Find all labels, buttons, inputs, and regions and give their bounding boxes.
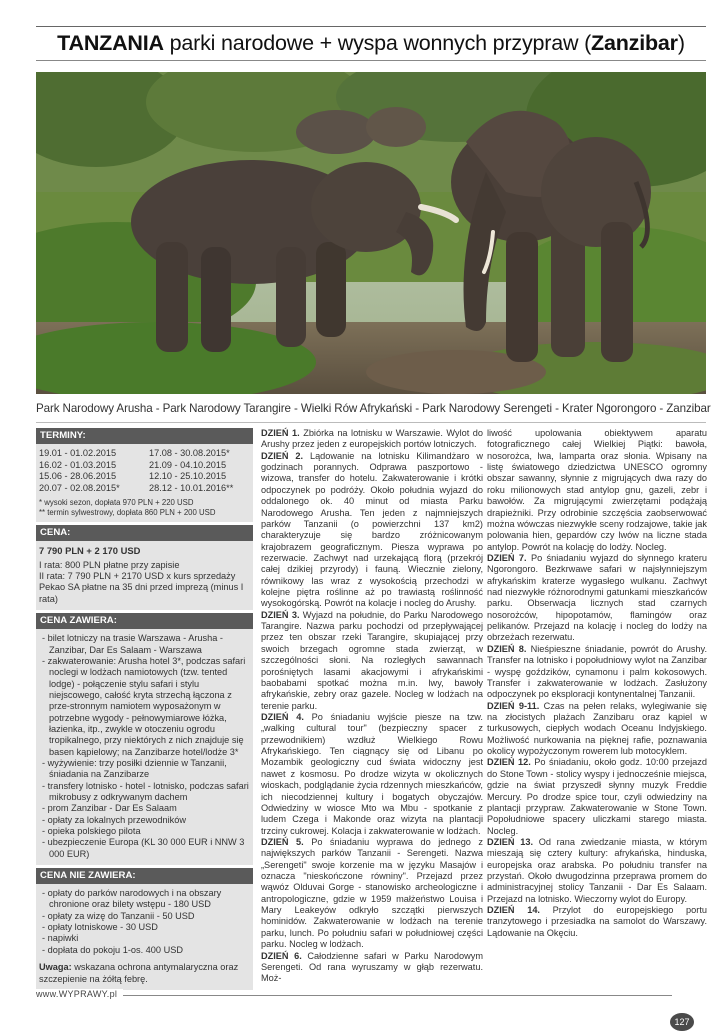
nie-zawiera-box xyxy=(36,884,253,990)
itinerary-column-1 xyxy=(261,428,483,985)
list-item: - ubezpieczenie Europa (KL 30 000 EUR i NNW 3 000 EUR) xyxy=(42,837,245,859)
new-year-note: ** termin sylwestrowy, dopłata 860 PLN + 200 USD xyxy=(39,507,216,517)
footer-url[interactable]: www.WYPRAWY.pl xyxy=(36,989,123,999)
route-caption: Park Narodowy Arusha - Park Narodowy Tarangire - Wielki Rów Afrykański - Park Narodowy Serengeti - Krater Ngorongoro - Zanzibar xyxy=(36,402,711,415)
terminy-box xyxy=(36,444,253,522)
date: 17.08 - 30.08.2015* xyxy=(149,448,230,458)
list-item: - zakwaterowanie: Arusha hotel 3*, podczas safari noclegi w lodżach namiotowych (tzw. tented lodge) - połączenie stylu safari i stylu niejscowego, całość kryta strzechą łączona z prze-stronnym namiotem wyposażonym w potrzebne wygody - pełnowymiarowe łóżka, łazienka, itp., zwykle w otoczeniu ogrodu tropikalnego, przy niektórych z nich znajduje się basen kąpielowy; na Zanzibarze hotel/lodże 3* xyxy=(42,655,246,757)
day-entry: DZIEŃ 14. Przylot do europejskiego portu tranzytowego i przesiadka na samolot do Warszawy. Lądowanie na Okęciu. xyxy=(487,905,708,938)
title-rule xyxy=(36,60,706,61)
date: 19.01 - 01.02.2015 xyxy=(39,448,117,458)
page-number: 127 xyxy=(670,1013,694,1031)
terminy-heading: TERMINY: xyxy=(36,428,253,444)
list-item: - transfery lotnisko - hotel - lotnisko, podczas safari mikrobusy z odkrywanym dachem xyxy=(42,780,249,803)
installment: II rata: 7 790 PLN + 2170 USD x kurs sprzedaży Pekao SA płatne na 35 dni przed imprezą (minus I rata) xyxy=(39,571,244,604)
date: 20.07 - 02.08.2015* xyxy=(39,482,120,493)
day-entry: DZIEŃ 8. Nieśpieszne śniadanie, powrót do Arushy. Transfer na lotnisko i popołudniowy wylot na Zanzibar - wyspę goździków, cynamonu i palm kokosowych. Transfer i zakwaterowanie w lodżach. Zasłużony odpoczynek po eksploracji kontynentalnej Tanzanii. xyxy=(487,643,707,700)
list-item: - napiwki xyxy=(42,933,79,944)
list-item: - wyżywienie: trzy posiłki dziennie w Tanzanii, śniadania na Zanzibarze xyxy=(42,758,227,780)
date: 28.12 - 10.01.2016** xyxy=(149,482,234,493)
list-item: - opieka polskiego pilota xyxy=(42,826,141,837)
date: 15.06 - 28.06.2015 xyxy=(39,471,117,481)
day-entry: DZIEŃ 12. Po śniadaniu, około godz. 10:00 przejazd do Stone Town - stolicy wyspy i jednocześnie miejsca, gdzie na świat przyszedł słynny muzyk Freddie Mercury. Po drodze spice tour, czyli odwiedziny na plantacji przypraw. Zakwaterowanie w Stone Town. Popołudniowe spacery uliczkami starego miasta. Nocleg. xyxy=(487,757,707,836)
day-entry: DZIEŃ 7. Po śniadaniu wyjazd do słynnego krateru Ngorongoro. Bezkrwawe safari w najsłynniejszym afrykańskim kraterze wygasłego wulkanu. Zachwyt nad niezwykłe różnorodnymi gatunkami mieszkańców parku. Obserwacja licznych stad czarnych nosorożców, hipopotamów, flamingów oraz pelikanów. Przejazd na kolację i nocleg do lodży na obrzeżach rezerwatu. xyxy=(487,552,708,643)
list-item: - dopłata do pokoju 1-os. 400 USD xyxy=(42,944,183,955)
date: 12.10 - 25.10.2015 xyxy=(149,471,227,481)
list-item: - prom Zanzibar - Dar Es Salaam xyxy=(42,803,177,814)
day-entry: DZIEŃ 5. Po śniadaniu wyprawa do jednego z największych parków Tanzanii - Serengeti. Nazwa „Serengeti" swoje korzenie ma w języku Masajów i oznacza "nieskończone równiny". Przejazd przez wąwóz Olduvai Gorge - stanowisko archeologiczne i antropologiczne, gdzie w 1959 małżeństwo Louisa i Mary Leakeyów odkryło szczątki pierwszych hominidów. Zakwaterowanie w lodżach na terenie parku, lunch. Po południu safari w południowej części parku. Nocleg w lodżach. xyxy=(261,836,483,950)
cena-box xyxy=(36,541,253,610)
info-sidebar xyxy=(36,428,253,990)
day-entry: DZIEŃ 13. Od rana zwiedzanie miasta, w którym mieszają się cztery kultury: afrykańska, hinduska, europejska oraz arabska. Po południu transfer na przystań. Około dwugodzinna przeprawa promem do administracyjnej stolicy Tanzanii - Dar Es Salaam. Przejazd na lotnisko. Wieczorny wylot do Europy. xyxy=(487,836,707,904)
season-note: * wysoki sezon, dopłata 970 PLN + 220 USD xyxy=(39,498,194,507)
itinerary-column-2 xyxy=(487,428,707,939)
list-item: - opłaty lotniskowe - 30 USD xyxy=(42,922,158,933)
route-rule xyxy=(36,422,706,423)
day-entry: DZIEŃ 6. Całodzienne safari w Parku Narodowym Serengeti. Od rana wyruszamy w głąb rezerwatu. Moż- xyxy=(261,950,483,984)
malaria-warning: Uwaga: wskazana ochrona antymalaryczna oraz szczepienie na żółtą febrę. xyxy=(39,962,239,984)
list-item: - opłaty za wizę do Tanzanii - 50 USD xyxy=(42,910,195,921)
dates-grid xyxy=(39,448,250,494)
zawiera-heading: CENA ZAWIERA: xyxy=(36,613,253,629)
list-item: - opłaty za lokalnych przewodników xyxy=(42,814,187,825)
zawiera-box xyxy=(36,629,253,865)
day-entry: DZIEŃ 1. Zbiórka na lotnisku w Warszawie. Wylot do Arushy przez jeden z europejskich portów lotniczych. xyxy=(261,428,483,450)
top-rule xyxy=(36,26,706,27)
day-entry: DZIEŃ 4. Po śniadaniu wyjście piesze na tzw. „walking cultural tour" (bezpieczny spacer z przewodnikiem) wzdłuż Wielkiego Rowu Afrykańskiego. Ten ciągnący się od Libanu po Mozambik geologiczny cud świata widoczny jest nawet z kosmosu. Po drodze wizyta w okolicznych wioskach, podglądanie życia rdzennych mieszkańców, ich niecodziennej kultury i bogatych obyczajów. Odwiedziny w wiosce Mto wa Mbu - spotkanie z ludem Czega i Makonde oraz wizyta na plantacji trzciny cukrowej. Kolacja i zakwaterowanie w lodżach. xyxy=(261,711,483,836)
day-entry: liwość upolowania obiektywem aparatu fotograficznego całej Wielkiej Piątki: bawoła, nosorożca, lwa, lamparta oraz słonia. Wpisany na listę światowego dziedzictwa UNESCO ogromny obszar sawanny, słynnie z migrujących dwa razy do roku milionowych stad antylop gnu, gazeli, zebr i bawołów. Za migrującymi zwierzętami podążają drapieżniki. Przy odrobinie szczęścia zaobserwować można wówczas niezwykłe sceny rodzajowe, takie jak polowania hien, gepardów czy lwów na liczne stada antylop. Powrót na kolację do lodży. Nocleg. xyxy=(487,428,707,552)
price: 7 790 PLN + 2 170 USD xyxy=(39,545,141,557)
photo-elephants xyxy=(36,72,706,394)
page-title: TANZANIA parki narodowe + wyspa wonnych przypraw (Zanzibar) xyxy=(57,31,685,55)
nie-zawiera-heading: CENA NIE ZAWIERA: xyxy=(36,868,253,884)
cena-heading: CENA: xyxy=(36,525,253,541)
day-entry: DZIEŃ 3. Wyjazd na południe, do Parku Narodowego Tarangire. Nazwa parku pochodzi od przepływającej przez ten obszar rzeki Tarangire, skupiającej przy swoich brzegach ogromne stada zwierząt, w szczególności słoni. Na rozległych sawannach porośniętych lasami akacjowymi i afrykańskimi baobabami spotkać można m.in. lwy, bawoły afrykańskie, zebry oraz gazele. Nocleg w lodżach na terenie parku. xyxy=(261,609,483,711)
list-item: - bilet lotniczy na trasie Warszawa - Arusha - Zanzibar, Dar Es Salaam - Warszawa xyxy=(42,633,223,655)
date: 16.02 - 01.03.2015 xyxy=(39,459,117,470)
day-entry: DZIEŃ 9-11. Czas na pełen relaks, wylegiwanie się na złocistych plażach Zanzibaru oraz kąpiel w turkusowych, ciepłych wodach Oceanu Indyjskiego. Możliwość nurkowania na pięknej rafie, poznawania okolicy wypożyczonym rowerem lub motocyklem. xyxy=(487,700,707,757)
date: 21.09 - 04.10.2015 xyxy=(149,459,227,470)
list-item: - opłaty do parków narodowych i na obszary chronione oraz bilety wstępu - 180 USD xyxy=(42,888,222,910)
installment: I rata: 800 PLN płatne przy zapisie xyxy=(39,559,180,570)
day-entry: DZIEŃ 2. Lądowanie na lotnisku Kilimandżaro w godzinach porannych. Odprawa paszportowo - wizowa, transfer do hotelu. Zakwaterowanie i krótki odpoczynek po podróży. Około południa wyjazd do oddalonego ok. 40 minut od miasta Parku Narodowego Arusha. Ten jeden z najmniejszych parków Tanzanii (o powierzchni 137 km2) charakteryzuje się bardzo zróżnicowanym krajobrazem geograficznym. Piesza wyprawa po rezerwacie. Zachwyt nad urzekającą florą (przekrój całej dzikiej przyrody) i fauną. Wiecznie zielony, równikowy las wraz z wysokością przechodzi w kolejne piętra roślinne aż po trawiastą roślinność wysokogórską. Powrót na kolacje i nocleg do Arushy. xyxy=(261,450,483,609)
footer-rule xyxy=(36,995,672,996)
